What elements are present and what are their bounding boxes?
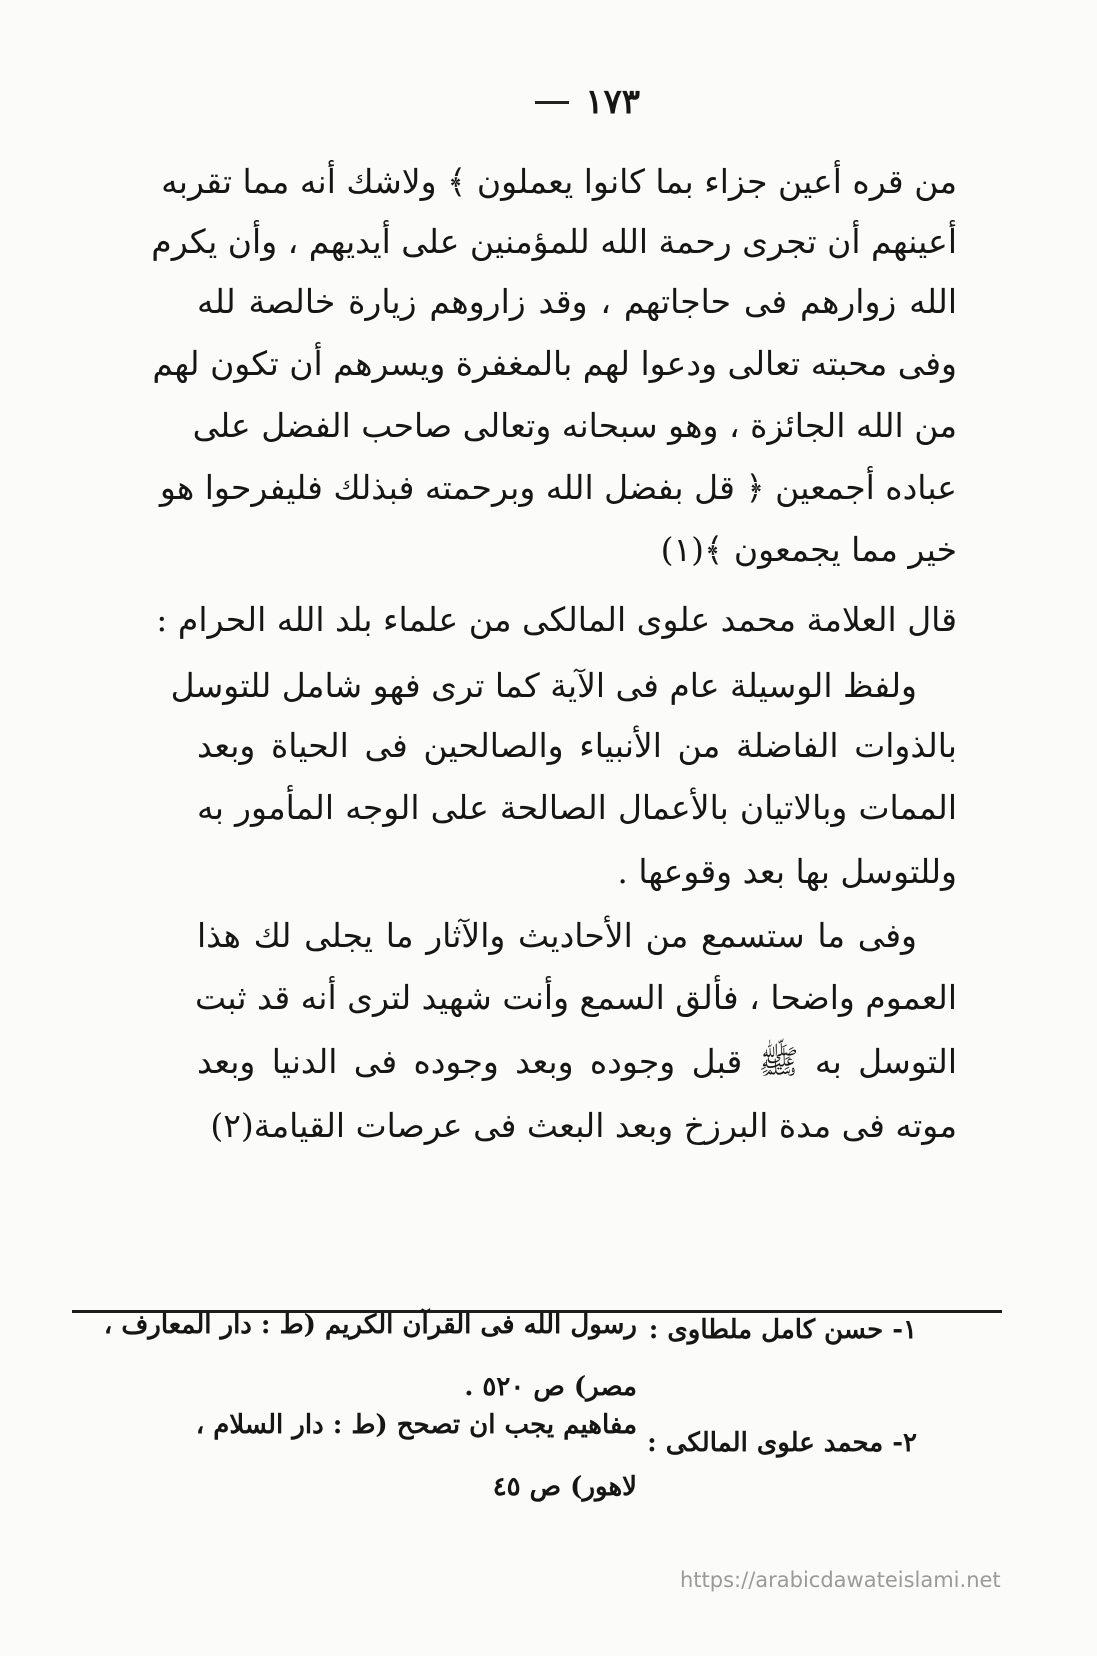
footnote-2-text-cont: لاهور) ص ٤٥ xyxy=(492,1472,637,1502)
text-line: أعينهم أن تجرى رحمة الله للمؤمنين على أيديهم ، وأن يكرم xyxy=(151,222,957,261)
footnote-1-text: رسول الله فى القرآن الكريم (ط : دار المعارف ، xyxy=(103,1310,637,1340)
page-header xyxy=(480,82,640,122)
text-line: الله زوارهم فى حاجاتهم ، وقد زاروهم زيارة خالصة لله xyxy=(197,282,957,321)
text-line: التوسل به ﷺ قبل وجوده وبعد وجوده فى الدنيا وبعد xyxy=(197,1042,957,1081)
source-watermark: https://arabicdawateislami.net xyxy=(680,1568,1001,1592)
text-line: موته فى مدة البرزخ وبعد البعث فى عرصات القيامة(٢) xyxy=(210,1106,957,1145)
text-line: العموم واضحا ، فألق السمع وأنت شهيد لترى أنه قد ثبت xyxy=(194,978,957,1017)
text-line: ولفظ الوسيلة عام فى الآية كما ترى فهو شامل للتوسل xyxy=(170,666,917,705)
text-line: بالذوات الفاضلة من الأنبياء والصالحين فى الحياة وبعد xyxy=(197,726,957,765)
text-line: عباده أجمعين ﴿ قل بفضل الله وبرحمته فبذلك فليفرحوا هو xyxy=(159,468,957,507)
footnote-2-text: مفاهيم يجب ان تصحح (ط : دار السلام ، xyxy=(195,1410,637,1440)
header-dash xyxy=(535,101,569,104)
text-line: من الله الجائزة ، وهو سبحانه وتعالى صاحب الفضل على xyxy=(192,406,957,445)
text-line: من قره أعين جزاء بما كانوا يعملون ﴾ ولاشك أنه مما تقربه xyxy=(161,162,957,201)
footnote-2-marker: ٢- محمد علوى المالكى : xyxy=(647,1428,917,1458)
text-line: خير مما يجمعون ﴾(١) xyxy=(660,530,957,569)
quote-intro: قال العلامة محمد علوى المالكى من علماء بلد الله الحرام : xyxy=(156,600,957,639)
text-line: وللتوسل بها بعد وقوعها . xyxy=(617,852,957,891)
text-line: الممات وبالاتيان بالأعمال الصالحة على الوجه المأمور به xyxy=(197,788,957,827)
text-line: وفى ما ستسمع من الأحاديث والآثار ما يجلى لك هذا xyxy=(197,916,917,955)
footnote-1-marker: ١- حسن كامل ملطاوى : xyxy=(648,1315,917,1345)
footnote-1-text-cont: مصر) ص ٥٢٠ . xyxy=(464,1372,637,1402)
text-line: وفى محبته تعالى ودعوا لهم بالمغفرة ويسرهم أن تكون لهم xyxy=(152,344,957,383)
page-number: ١٧٣ xyxy=(585,82,640,122)
